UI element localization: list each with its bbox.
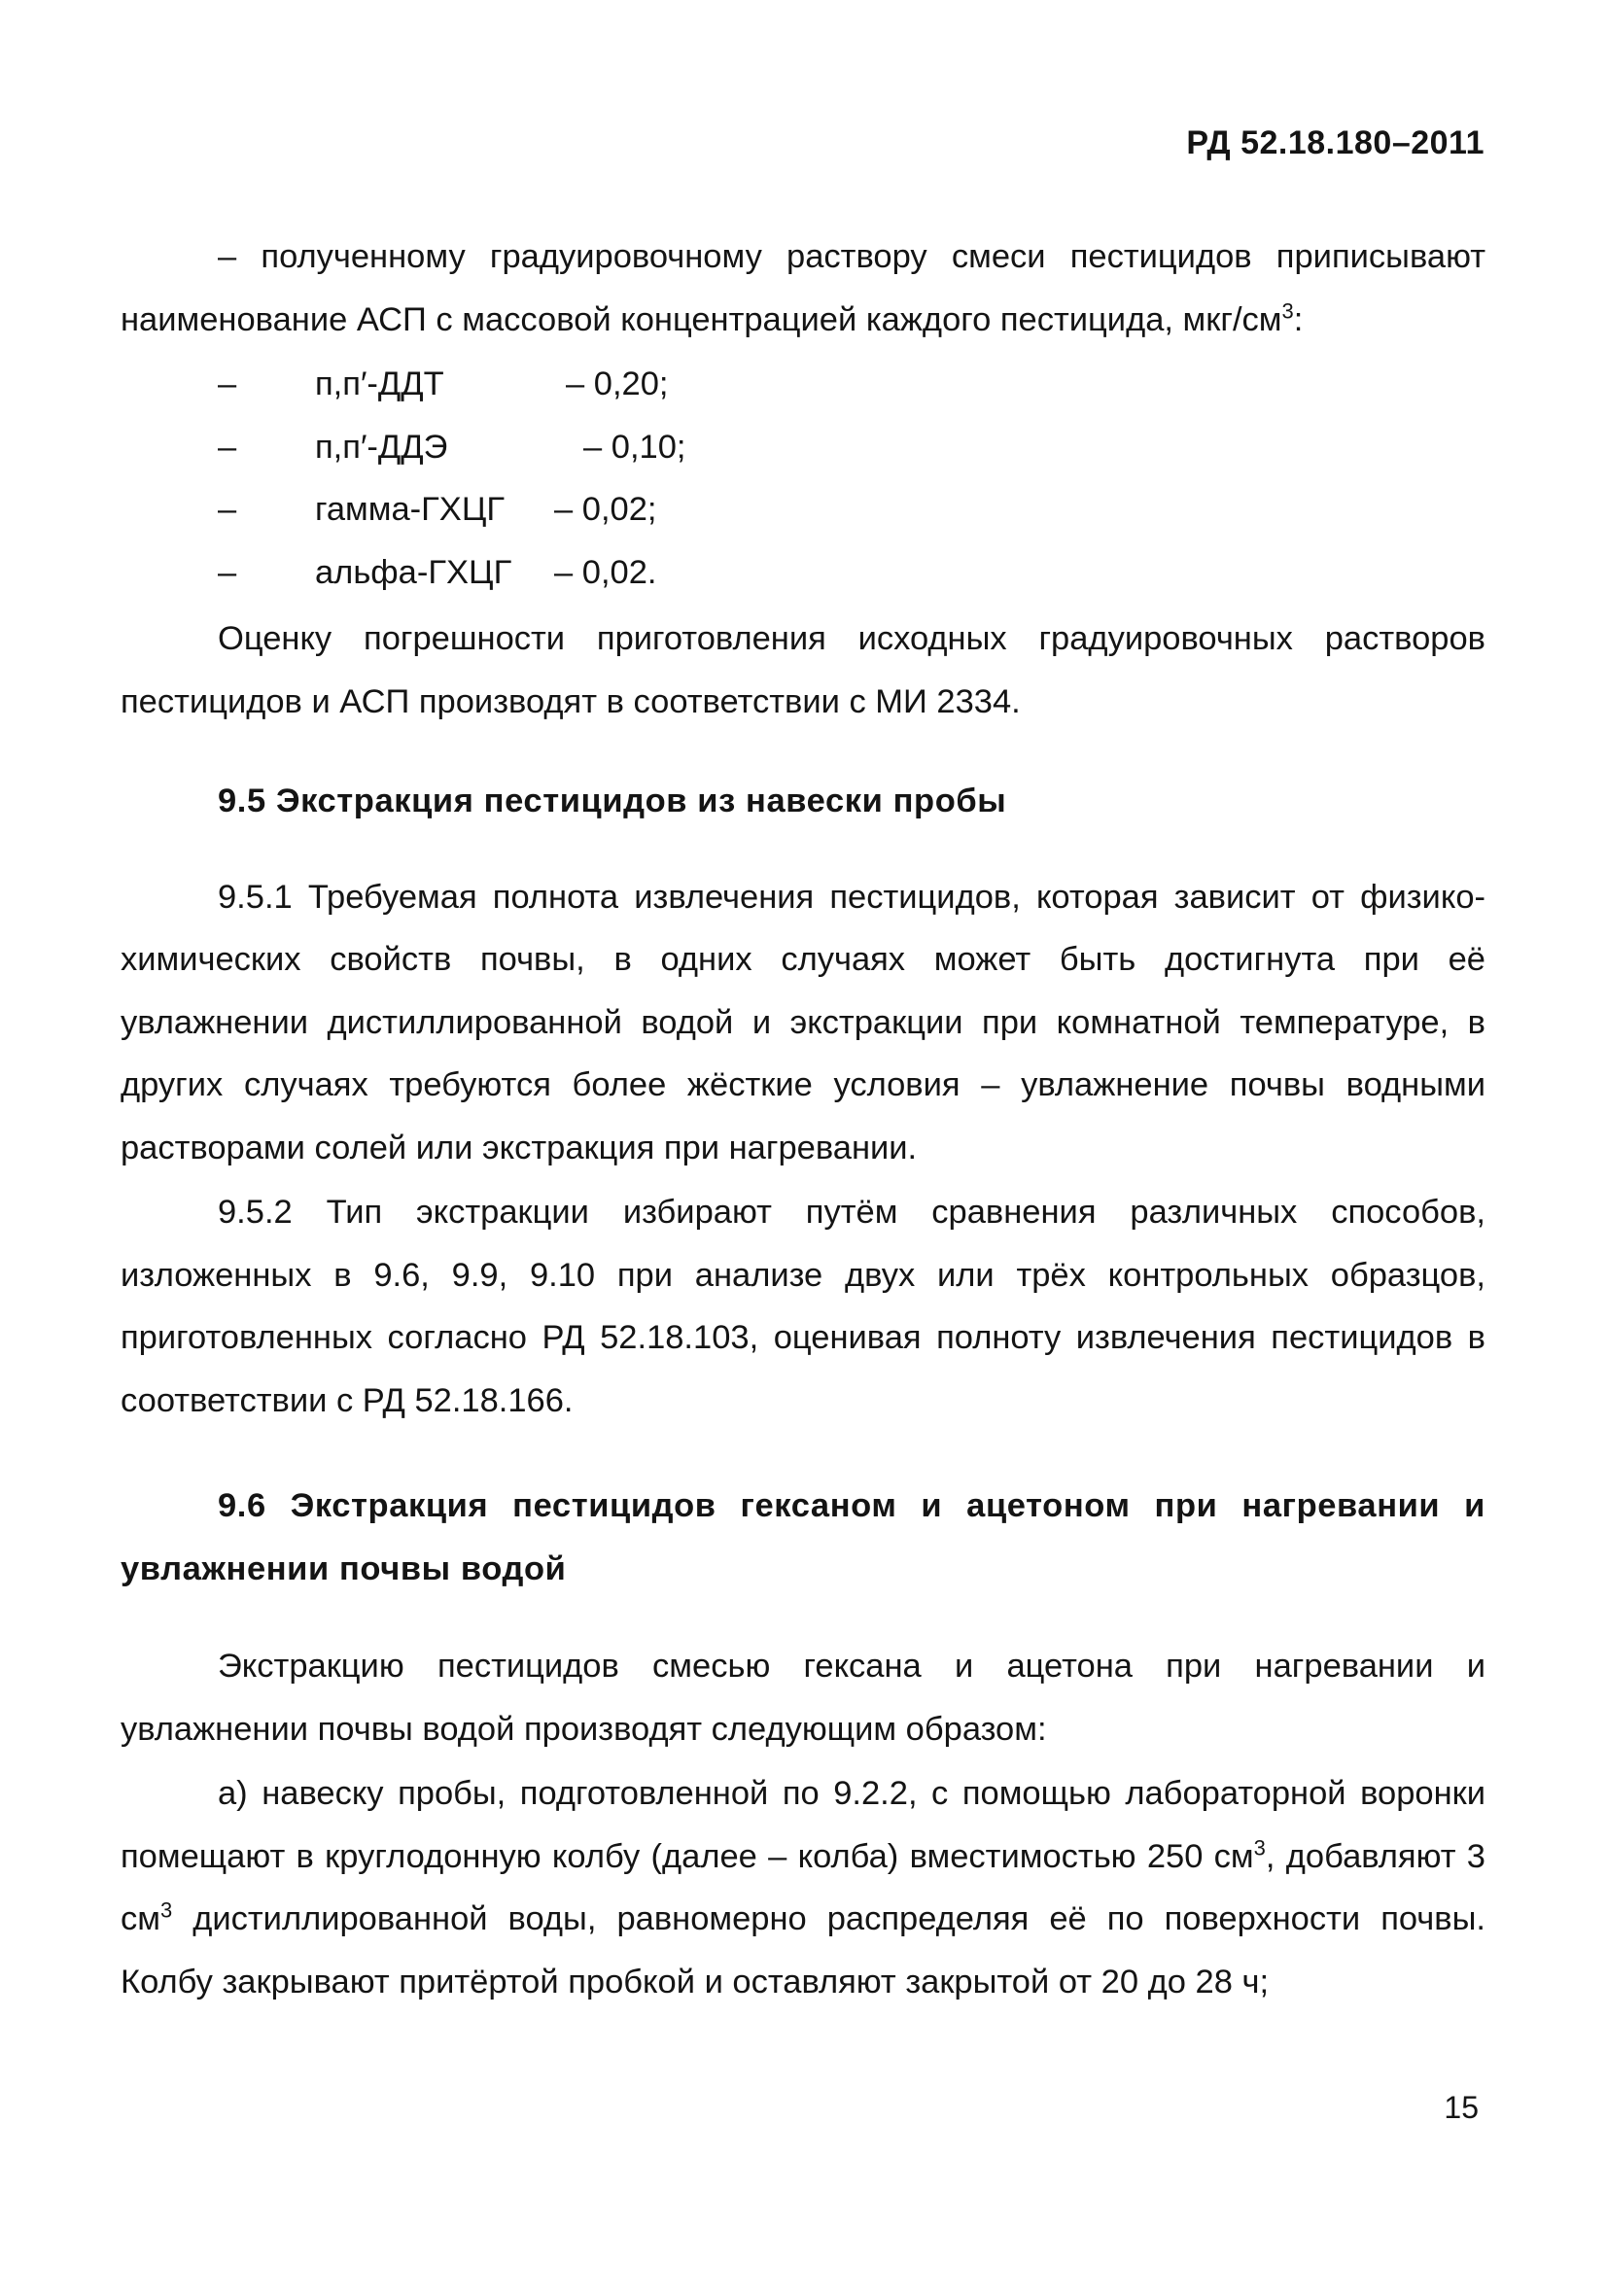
pesticide-value: – 0,20; — [566, 365, 669, 402]
document-code: РД 52.18.180–2011 — [1186, 124, 1485, 161]
section-heading-9-5: 9.5 Экстракция пестицидов из навески пробы — [218, 783, 1007, 819]
list-item: – гамма-ГХЦГ – 0,02; — [121, 478, 1485, 541]
estimate-paragraph: Оценку погрешности приготовления исходных градуировочных растворов пестицидов и АСП производят в соответствии с МИ 2334. — [121, 620, 1485, 720]
document-body — [121, 226, 1485, 2013]
paragraph-9-6-intro: Экстракцию пестицидов смесью гексана и ацетона при нагревании и увлажнении почвы водой производят следующим образом: — [121, 1648, 1485, 1748]
paragraph-item-a: а) навеску пробы, подготовленной по 9.2.2, с помощью лабораторной воронки помещают в круглодонную колбу (далее – колба) вместимостью 250 $см^3$, добавляют 3 $см^3$ дистиллированной воды, равномерно распределяя её по поверхности почвы. Колбу закрывают притёртой пробкой и оставляют закрытой от 20 до 28 ч; — [121, 1775, 1485, 2000]
pesticide-name: альфа-ГХЦГ — [315, 553, 512, 591]
page-number: 15 — [1444, 2090, 1479, 2125]
pesticide-name: п,п′-ДДЭ — [315, 428, 448, 466]
pesticide-name: п,п′-ДДТ — [315, 365, 444, 402]
pesticide-list — [121, 353, 1485, 604]
pesticide-value: – 0,02. — [554, 553, 657, 591]
pesticide-value: – 0,02; — [554, 491, 657, 528]
pesticide-name: гамма-ГХЦГ — [315, 491, 506, 528]
list-item: – п,п′-ДДТ – 0,20; — [121, 353, 1485, 416]
paragraph-9-5-2: 9.5.2 Тип экстракции избирают путём сравнения различных способов, изложенных в 9.6, 9.9, 9.10 при анализе двух или трёх контрольных образцов, приготовленных согласно РД 52.18.103, оценивая полноту извлечения пестицидов в соответствии с РД 52.18.166. — [121, 1194, 1485, 1419]
paragraph-9-5-1: 9.5.1 Требуемая полнота извлечения пестицидов, которая зависит от физико-химических свойств почвы, в одних случаях может быть достигнута при её увлажнении дистиллированной водой и экстракции при комнатной температуре, в других случаях требуются более жёсткие условия – увлажнение почвы водными растворами солей или экстракция при нагревании. — [121, 878, 1485, 1166]
intro-paragraph: – полученному градуировочному раствору смеси пестицидов приписывают наименование АСП с массовой концентрацией каждого пестицида, мкг/$см^3$: — [121, 238, 1485, 338]
list-item: – п,п′-ДДЭ – 0,10; — [121, 416, 1485, 479]
list-item: – альфа-ГХЦГ – 0,02. — [121, 541, 1485, 605]
pesticide-value: – 0,10; — [583, 428, 686, 466]
section-heading-9-6: 9.6 Экстракция пестицидов гексаном и ацетоном при нагревании и увлажнении почвы водой — [121, 1487, 1485, 1587]
